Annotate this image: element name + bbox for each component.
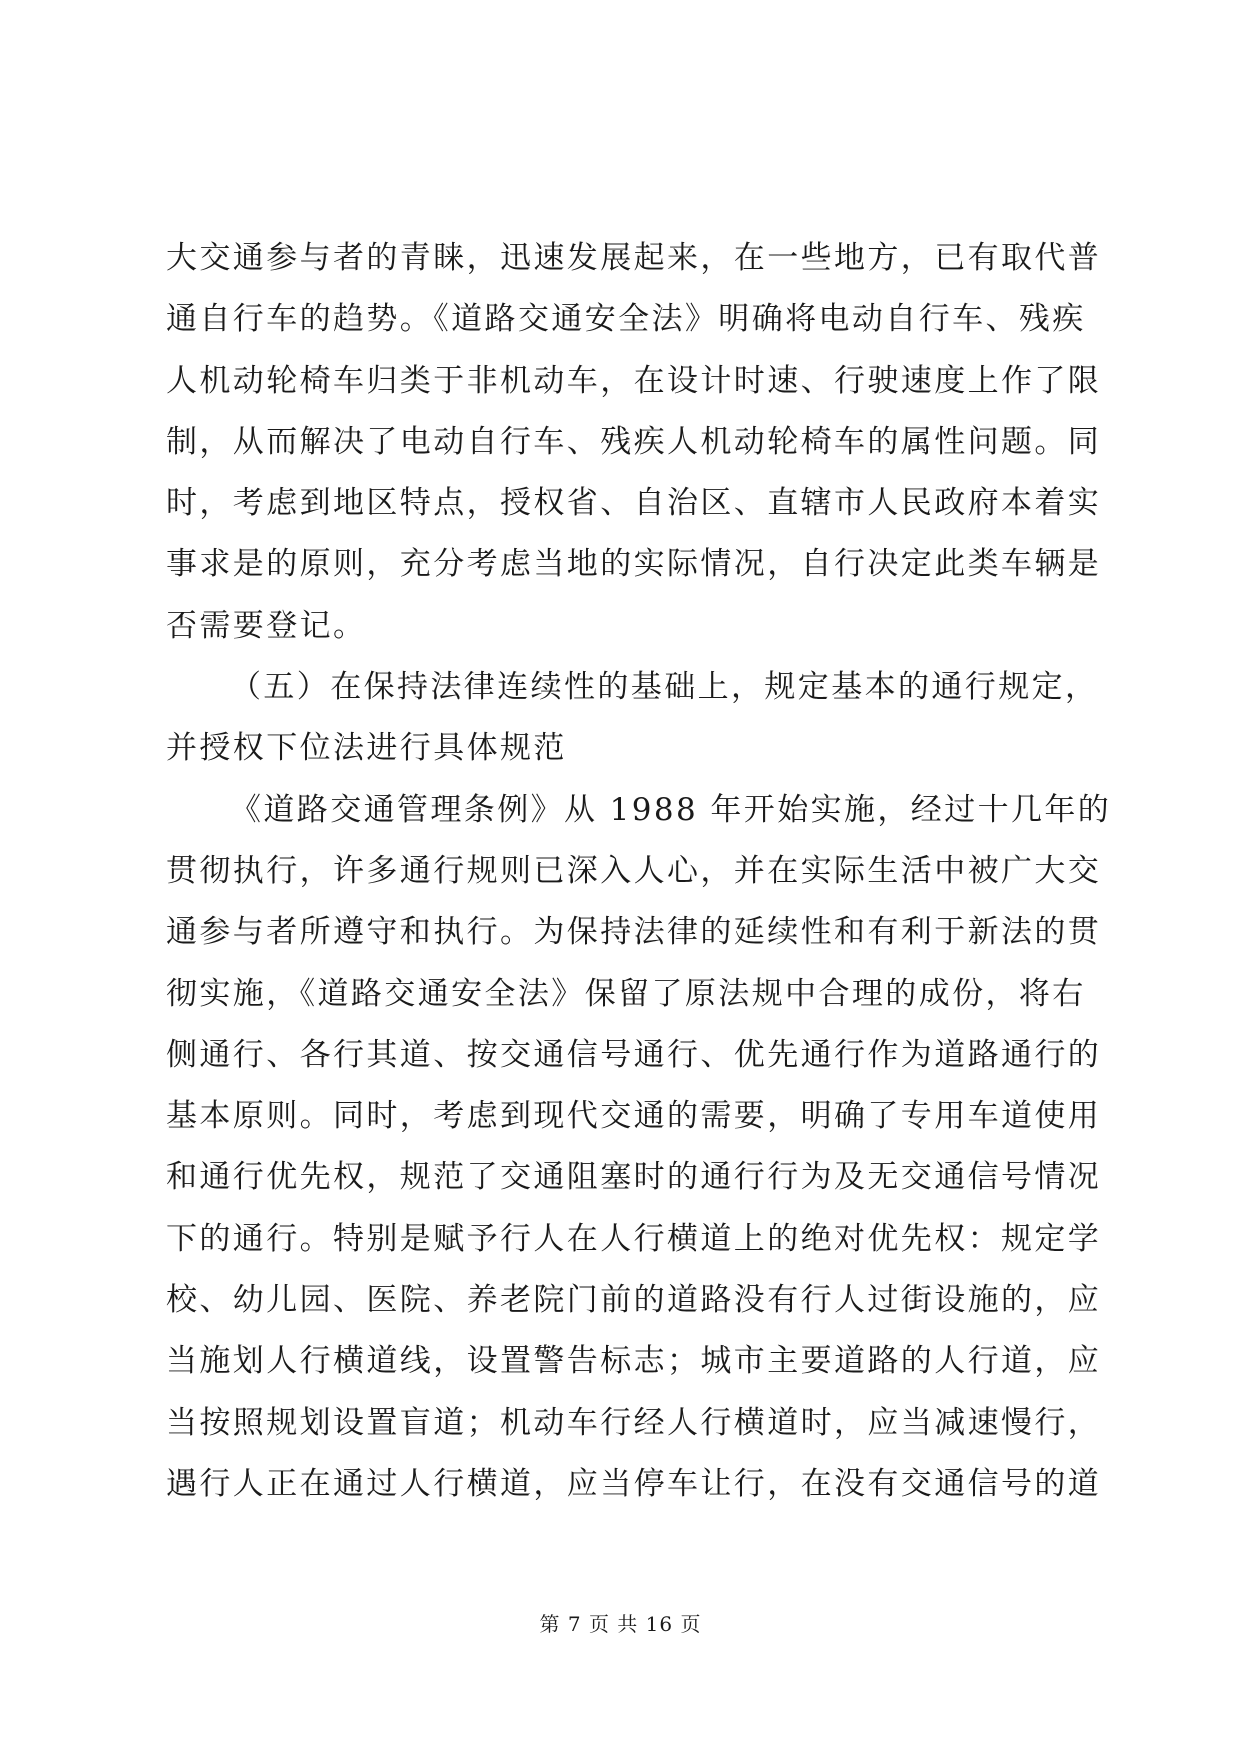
text-line: 人机动轮椅车归类于非机动车，在设计时速、行驶速度上作了限: [166, 362, 1102, 399]
text-line: 当施划人行横道线，设置警告标志；城市主要道路的人行道，应: [166, 1343, 1102, 1380]
text-line: 否需要登记。: [166, 607, 367, 644]
text-line: 通自行车的趋势。《道路交通安全法》明确将电动自行车、残疾: [166, 301, 1086, 338]
text-line: 彻实施，《道路交通安全法》保留了原法规中合理的成份，将右: [166, 975, 1086, 1012]
text-line: 通参与者所遵守和执行。为保持法律的延续性和有利于新法的贯: [166, 914, 1102, 951]
text-line: 当按照规划设置盲道；机动车行经人行横道时，应当减速慢行，: [166, 1404, 1102, 1441]
body-text: [166, 228, 1112, 1515]
text-line: 和通行优先权，规范了交通阻塞时的通行行为及无交通信号情况: [166, 1159, 1102, 1196]
text-line: 大交通参与者的青睐，迅速发展起来，在一些地方，已有取代普: [166, 240, 1102, 276]
text-line: 基本原则。同时，考虑到现代交通的需要，明确了专用车道使用: [166, 1098, 1102, 1135]
text-line: 制，从而解决了电动自行车、残疾人机动轮椅车的属性问题。同: [166, 423, 1102, 460]
text-line: 《道路交通管理条例》从 1988 年开始实施，经过十几年的: [230, 791, 1112, 828]
section-heading-line: 并授权下位法进行具体规范: [166, 730, 567, 767]
section-heading-line: （五）在保持法律连续性的基础上，规定基本的通行规定，: [230, 669, 1099, 706]
text-line: 事求是的原则，充分考虑当地的实际情况，自行决定此类车辆是: [166, 546, 1102, 583]
text-line: 校、幼儿园、医院、养老院门前的道路没有行人过街设施的，应: [166, 1282, 1102, 1319]
text-line: 侧通行、各行其道、按交通信号通行、优先通行作为道路通行的: [166, 1036, 1102, 1073]
text-line: 贯彻执行，许多通行规则已深入人心，并在实际生活中被广大交: [166, 852, 1102, 889]
text-line: 时，考虑到地区特点，授权省、自治区、直辖市人民政府本着实: [166, 485, 1102, 522]
text-line: 遇行人正在通过人行横道，应当停车让行，在没有交通信号的道: [166, 1465, 1102, 1502]
page-number-footer: 第 7 页 共 16 页: [539, 1612, 702, 1636]
text-line: 下的通行。特别是赋予行人在人行横道上的绝对优先权：规定学: [166, 1220, 1102, 1257]
